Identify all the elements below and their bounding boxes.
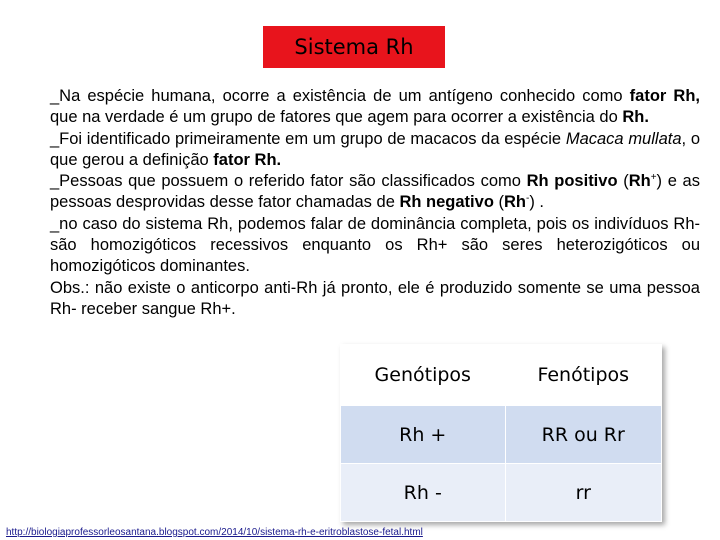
table-header-phenotypes: Fenótipos — [505, 345, 662, 406]
table-row — [341, 464, 662, 522]
source-link[interactable]: http://biologiaprofessorleosantana.blogspot.com/2014/10/sistema-rh-e-eritroblastose-fetal.html — [6, 527, 423, 538]
slide-title-text: Sistema Rh — [294, 35, 414, 59]
paragraph-2: _Foi identificado primeiramente em um grupo de macacos da espécie Macaca mullata, o que gerou a definição fator Rh. — [50, 129, 700, 169]
paragraph-5: Obs.: não existe o anticorpo anti-Rh já pronto, ele é produzido somente se uma pessoa Rh- receber sangue Rh+. — [50, 278, 700, 318]
paragraph-1: _Na espécie humana, ocorre a existência de um antígeno conhecido como fator Rh, que na verdade é um grupo de fatores que agem para ocorrer a existência do Rh. — [50, 87, 700, 127]
table-cell: RR ou Rr — [505, 406, 662, 464]
table-cell: rr — [505, 464, 662, 522]
slide-title — [263, 26, 445, 68]
table-cell: Rh + — [341, 406, 506, 464]
table-header-row — [341, 345, 662, 406]
text-body — [50, 86, 700, 320]
table-header-genotypes: Genótipos — [341, 345, 506, 406]
genotype-table-container — [340, 344, 662, 522]
paragraph-3: _Pessoas que possuem o referido fator são classificados como Rh positivo (Rh+) e as pessoas desprovidas desse fator chamadas de Rh negativo (Rh-) . — [50, 172, 700, 212]
table-cell: Rh - — [341, 464, 506, 522]
paragraph-4: _no caso do sistema Rh, podemos falar de dominância completa, pois os indivíduos Rh- são homozigóticos recessivos enquanto os Rh+ são seres heterozigóticos ou homozigóticos dominantes. — [50, 214, 700, 276]
table-row — [341, 406, 662, 464]
genotype-table — [340, 344, 662, 522]
